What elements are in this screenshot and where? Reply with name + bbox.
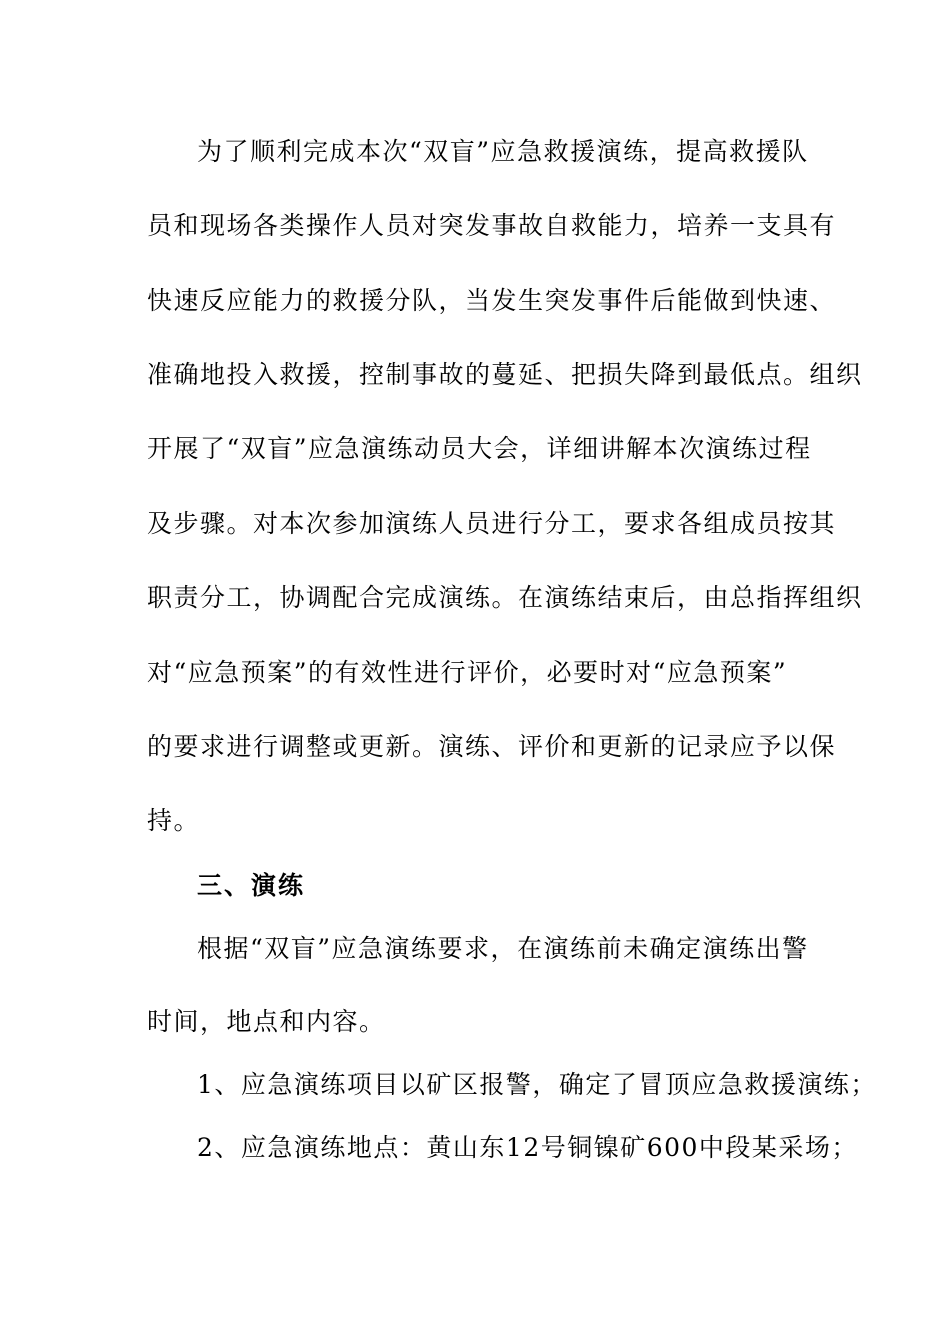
paragraph-1-line-2: 员和现场各类操作人员对突发事故自救能力，培养一支具有	[147, 211, 837, 240]
paragraph-1-line-8: 对“应急预案”的有效性进行评价，必要时对“应急预案”	[147, 658, 788, 687]
paragraph-1-line-4: 准确地投入救援，控制事故的蔓延、把损失降到最低点。组织	[147, 360, 863, 389]
paragraph-1-line-6: 及步骤。对本次参加演练人员进行分工，要求各组成员按其	[147, 509, 837, 538]
paragraph-2-line-1: 根据“双盲”应急演练要求，在演练前未确定演练出警	[197, 934, 809, 963]
paragraph-1-line-1: 为了顺利完成本次“双盲”应急救援演练，提高救援队	[197, 137, 809, 166]
paragraph-1-line-3: 快速反应能力的救援分队，当发生突发事件后能做到快速、	[147, 286, 837, 315]
paragraph-1-line-10: 持。	[147, 806, 201, 835]
paragraph-1-line-9: 的要求进行调整或更新。演练、评价和更新的记录应予以保	[147, 732, 837, 761]
list-item-2: 2、应急演练地点：黄山东12号铜镍矿600中段某采场；	[197, 1133, 858, 1162]
list-item-1: 1、应急演练项目以矿区报警，确定了冒顶应急救援演练；	[197, 1070, 877, 1099]
section-heading: 三、演练	[197, 871, 306, 900]
paragraph-1-line-5: 开展了“双盲”应急演练动员大会，详细讲解本次演练过程	[147, 434, 812, 463]
paragraph-1-line-7: 职责分工，协调配合完成演练。在演练结束后，由总指挥组织	[147, 583, 863, 612]
paragraph-2-line-2: 时间，地点和内容。	[147, 1007, 386, 1036]
